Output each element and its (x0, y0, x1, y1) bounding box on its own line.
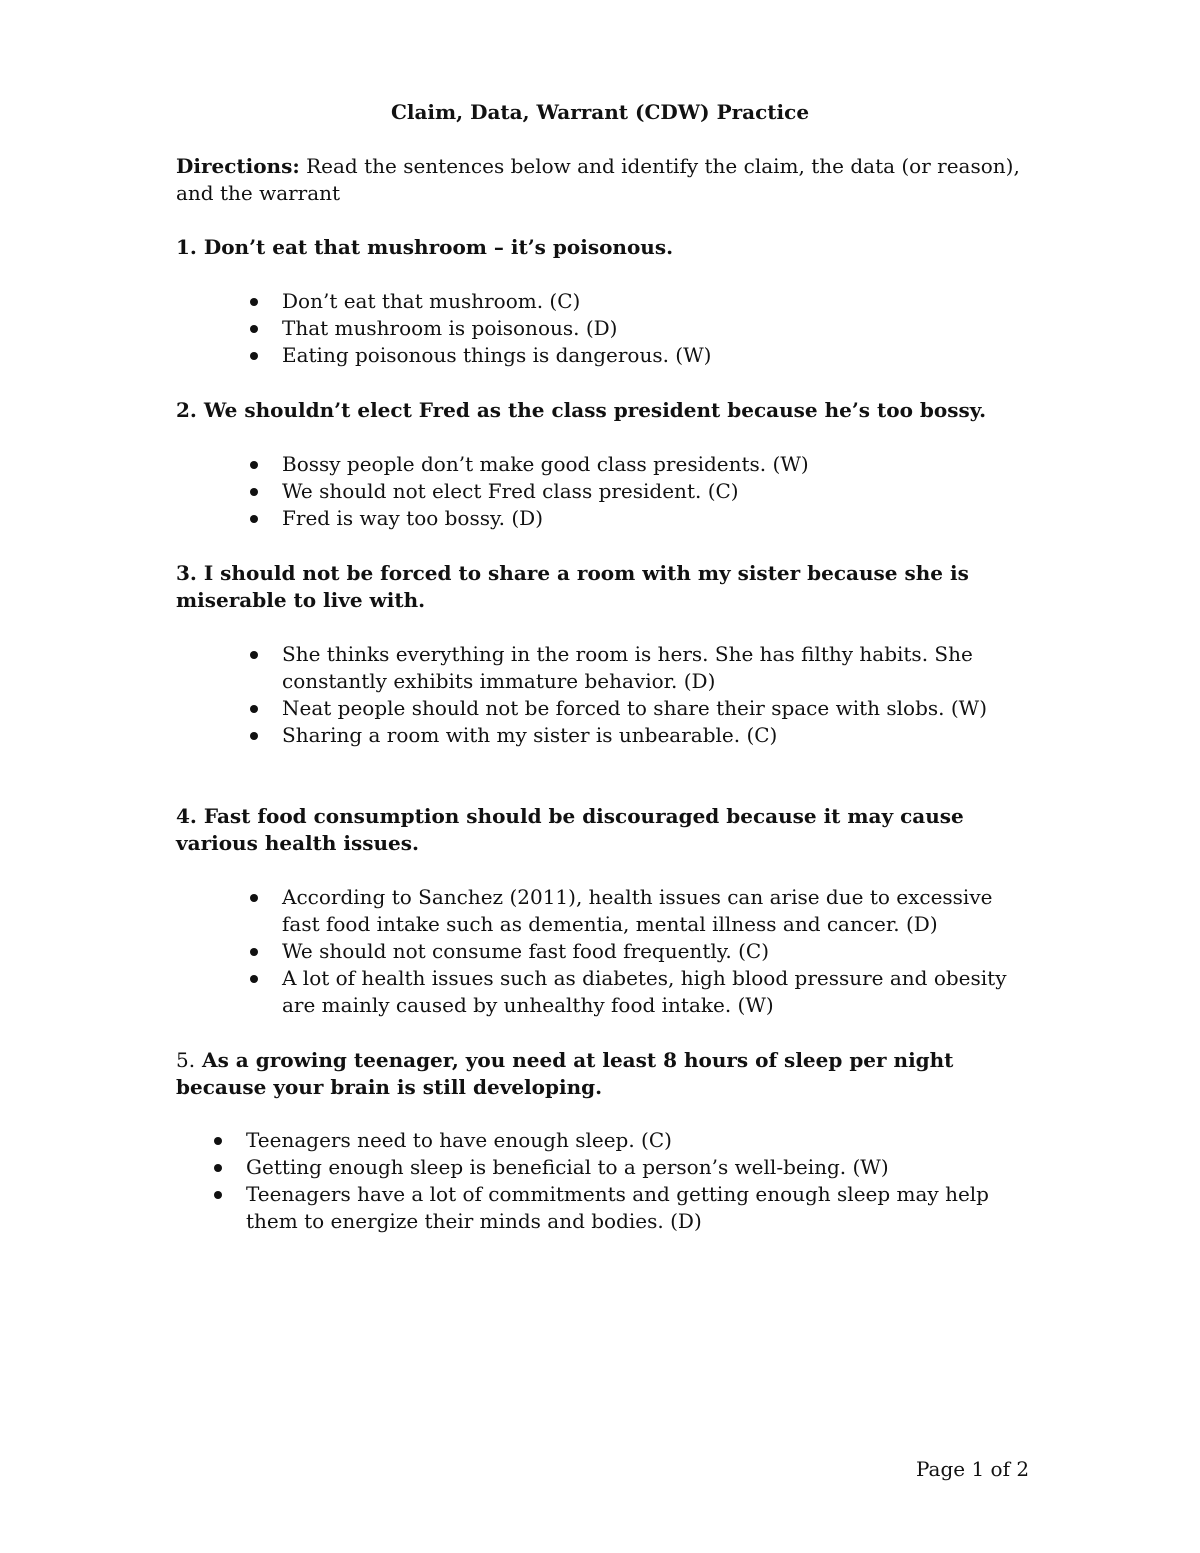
answer-text: A lot of health issues such as diabetes, high blood pressure and obesity are mainly caused by unhealthy food intake. (W) (282, 966, 1007, 1017)
answer-list-2 (250, 451, 1040, 532)
question-number: 1. (176, 235, 197, 259)
answer-text: Teenagers have a lot of commitments and getting enough sleep may help them to energize their minds and bodies. (D) (246, 1182, 989, 1233)
question-4 (176, 803, 1046, 857)
answer-text: Sharing a room with my sister is unbearable. (C) (282, 723, 778, 747)
bullet-icon (250, 515, 258, 523)
question-1 (176, 234, 1046, 261)
question-text: As a growing teenager, you need at least 8 hours of sleep per night because your brain is still developing. (176, 1048, 954, 1099)
bullet-icon (250, 732, 258, 740)
list-item (250, 695, 1040, 722)
bullet-icon (250, 488, 258, 496)
question-number: 4. (176, 804, 197, 828)
answer-list-4 (250, 884, 1010, 1019)
bullet-icon (250, 352, 258, 360)
list-item (250, 722, 1040, 749)
bullet-icon (250, 975, 258, 983)
question-text: Fast food consumption should be discouraged because it may cause various health issues. (176, 804, 964, 855)
directions-text: Read the sentences below and identify the claim, the data (or reason), and the warrant (176, 154, 1020, 205)
answer-text: Eating poisonous things is dangerous. (W) (282, 343, 712, 367)
answer-text: Fred is way too bossy. (D) (282, 506, 543, 530)
bullet-icon (250, 298, 258, 306)
list-item (250, 451, 1040, 478)
list-item (250, 315, 1040, 342)
bullet-icon (250, 705, 258, 713)
bullet-icon (214, 1164, 222, 1172)
answer-text: Don’t eat that mushroom. (C) (282, 289, 581, 313)
answer-text: That mushroom is poisonous. (D) (282, 316, 618, 340)
list-item (250, 342, 1040, 369)
list-item (214, 1181, 1034, 1235)
bullet-icon (250, 461, 258, 469)
answer-list-1 (250, 288, 1040, 369)
answer-text: Neat people should not be forced to share their space with slobs. (W) (282, 696, 988, 720)
bullet-icon (250, 325, 258, 333)
question-2 (176, 397, 1046, 424)
question-3 (176, 560, 1046, 614)
list-item (250, 505, 1040, 532)
answer-text: According to Sanchez (2011), health issues can arise due to excessive fast food intake such as dementia, mental illness and cancer. (D) (282, 885, 993, 936)
list-item (250, 288, 1040, 315)
list-item (214, 1154, 1034, 1181)
list-item (250, 884, 1010, 938)
question-5 (176, 1047, 1046, 1101)
list-item (250, 938, 1010, 965)
list-item (250, 965, 1010, 1019)
answer-list-5 (214, 1127, 1034, 1235)
page-number: Page 1 of 2 (916, 1457, 1030, 1481)
bullet-icon (250, 894, 258, 902)
list-item (250, 641, 1040, 695)
list-item (214, 1127, 1034, 1154)
question-number: 2. (176, 398, 197, 422)
question-number: 5. (176, 1048, 196, 1072)
list-item (250, 478, 1040, 505)
bullet-icon (214, 1191, 222, 1199)
question-number: 3. (176, 561, 197, 585)
answer-text: We should not elect Fred class president. (C) (282, 479, 739, 503)
bullet-icon (250, 948, 258, 956)
answer-list-3 (250, 641, 1040, 749)
question-text: Don’t eat that mushroom – it’s poisonous. (196, 235, 674, 259)
answer-text: We should not consume fast food frequently. (C) (282, 939, 770, 963)
question-text: We shouldn’t elect Fred as the class president because he’s too bossy. (196, 398, 987, 422)
bullet-icon (214, 1137, 222, 1145)
bullet-icon (250, 651, 258, 659)
question-text: I should not be forced to share a room with my sister because she is miserable to live with. (176, 561, 969, 612)
document-title: Claim, Data, Warrant (CDW) Practice (390, 100, 810, 124)
answer-text: Bossy people don’t make good class presidents. (W) (282, 452, 809, 476)
answer-text: Getting enough sleep is beneficial to a person’s well-being. (W) (246, 1155, 889, 1179)
directions-label: Directions: (176, 154, 300, 178)
answer-text: She thinks everything in the room is hers. She has filthy habits. She constantly exhibits immature behavior. (D) (282, 642, 973, 693)
answer-text: Teenagers need to have enough sleep. (C) (246, 1128, 672, 1152)
directions-paragraph (176, 153, 1036, 207)
